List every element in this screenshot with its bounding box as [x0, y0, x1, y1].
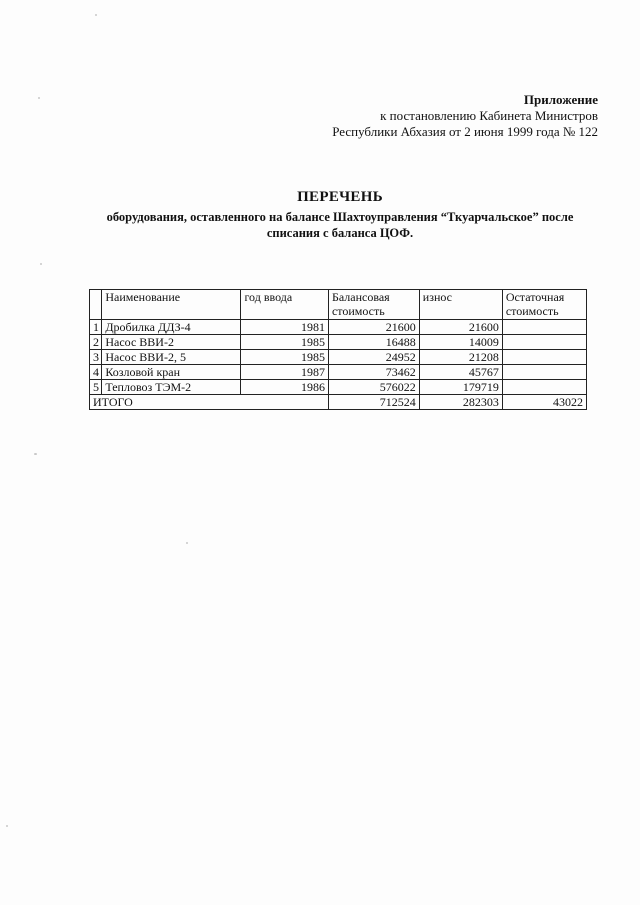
row-balance: 576022 — [328, 380, 419, 395]
row-rest — [502, 335, 586, 350]
header-wear: износ — [419, 290, 502, 320]
header-balance-line-2: стоимость — [331, 304, 385, 318]
row-year: 1985 — [241, 335, 329, 350]
header-balance-line-1: Балансовая — [331, 290, 390, 304]
row-num: 1 — [90, 320, 102, 335]
header-name: Наименование — [102, 290, 241, 320]
row-year: 1985 — [241, 350, 329, 365]
row-num: 3 — [90, 350, 102, 365]
appendix-line-2: Республики Абхазия от 2 июня 1999 года № 122 — [332, 124, 598, 139]
appendix-title: Приложение — [523, 92, 598, 107]
row-rest — [502, 320, 586, 335]
row-name: Насос ВВИ-2, 5 — [102, 350, 241, 365]
row-wear: 21600 — [419, 320, 502, 335]
appendix-line-1: к постановлению Кабинета Министров — [380, 108, 598, 123]
scan-speck — [6, 825, 8, 827]
row-balance: 73462 — [328, 365, 419, 380]
row-wear: 14009 — [419, 335, 502, 350]
scan-speck — [186, 542, 188, 544]
row-num: 5 — [90, 380, 102, 395]
row-num: 2 — [90, 335, 102, 350]
scan-speck — [40, 263, 42, 265]
row-name: Дробилка ДДЗ-4 — [102, 320, 241, 335]
header-rest — [502, 290, 586, 320]
table-row — [90, 320, 587, 335]
row-balance: 16488 — [328, 335, 419, 350]
total-wear: 282303 — [419, 395, 502, 410]
document-title: ПЕРЕЧЕНЬ — [297, 189, 383, 205]
header-year: год ввода — [241, 290, 329, 320]
row-name: Козловой кран — [102, 365, 241, 380]
table-total-row — [90, 395, 587, 410]
header-rest-line-1: Остаточная — [505, 290, 565, 304]
document-subtitle-line-1: оборудования, оставленного на балансе Шахтоуправления “Ткуарчальское” после — [106, 210, 574, 224]
total-rest: 43022 — [502, 395, 586, 410]
document-subtitle-line-2: списания с баланса ЦОФ. — [266, 226, 414, 240]
table-row — [90, 335, 587, 350]
table-row — [90, 380, 587, 395]
table-header-row — [90, 290, 587, 320]
table-row — [90, 350, 587, 365]
row-rest — [502, 365, 586, 380]
scan-speck — [95, 14, 97, 16]
header-rest-line-2: стоимость — [505, 304, 559, 318]
row-wear: 45767 — [419, 365, 502, 380]
row-wear: 179719 — [419, 380, 502, 395]
scan-speck — [38, 97, 40, 99]
appendix-header — [332, 92, 598, 140]
document-subtitle — [85, 209, 595, 241]
row-wear: 21208 — [419, 350, 502, 365]
table-row — [90, 365, 587, 380]
row-name: Насос ВВИ-2 — [102, 335, 241, 350]
total-label: ИТОГО — [90, 395, 329, 410]
row-year: 1987 — [241, 365, 329, 380]
row-num: 4 — [90, 365, 102, 380]
row-balance: 21600 — [328, 320, 419, 335]
row-year: 1986 — [241, 380, 329, 395]
row-year: 1981 — [241, 320, 329, 335]
row-name: Тепловоз ТЭМ-2 — [102, 380, 241, 395]
header-balance — [328, 290, 419, 320]
row-balance: 24952 — [328, 350, 419, 365]
row-rest — [502, 380, 586, 395]
equipment-table — [89, 289, 587, 410]
total-balance: 712524 — [328, 395, 419, 410]
scan-speck — [34, 453, 37, 455]
row-rest — [502, 350, 586, 365]
header-num — [90, 290, 102, 320]
